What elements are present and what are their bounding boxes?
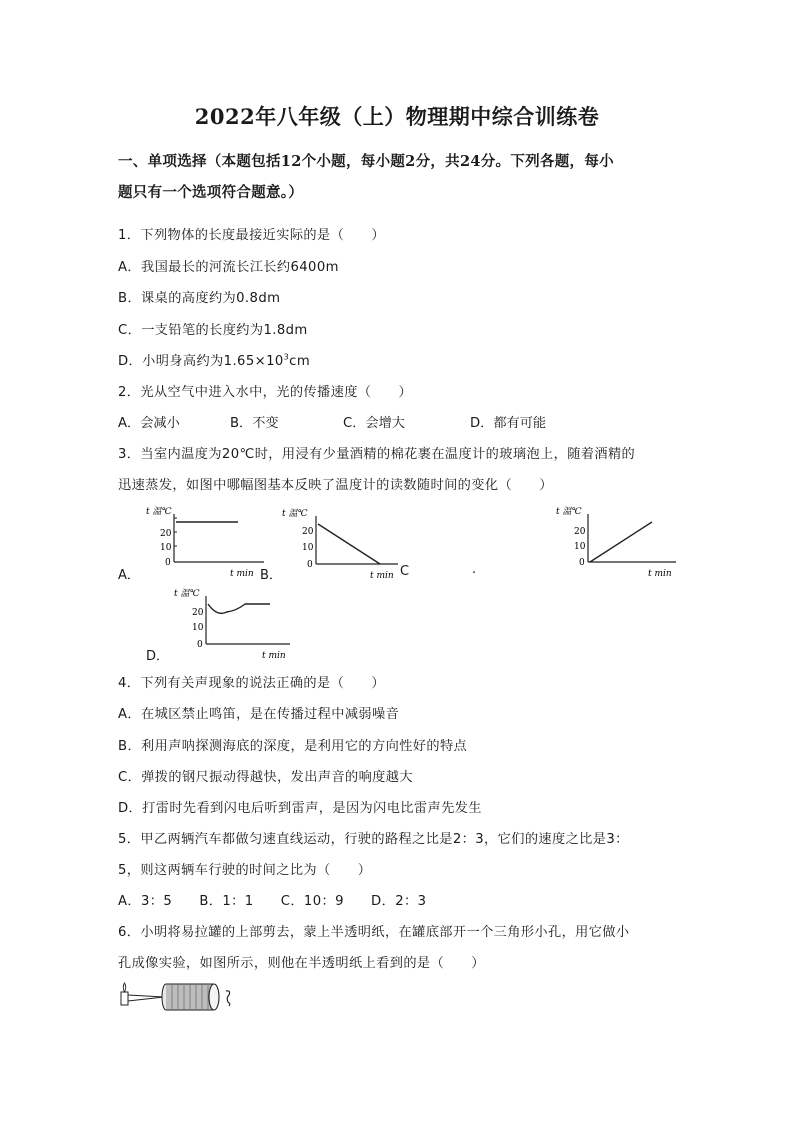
q1-option-d xyxy=(118,350,310,369)
graph-b-tick-10: 10 xyxy=(302,543,314,553)
q5-stem-line2: 5，则这两辆车行驶的时间之比为（ ） xyxy=(118,863,372,878)
q3-option-c-dot: . xyxy=(472,562,477,577)
graph-a-x-axis-label: t min xyxy=(230,569,254,579)
graph-b-y-axis-label: t 温℃ xyxy=(282,509,308,519)
q1-option-d-unit: cm xyxy=(289,354,311,369)
q3-option-c-label: C xyxy=(400,564,410,579)
q4-option-b: B．利用声呐探测海底的深度，是利用它的方向性好的特点 xyxy=(118,739,468,754)
q3-option-d-label: D． xyxy=(146,649,170,664)
q1-option-a: A．我国最长的河流长江长约6400m xyxy=(118,260,339,275)
q4-option-c: C．弹拨的钢尺振动得越快，发出声音的响度越大 xyxy=(118,770,413,785)
q1-option-b: B．课桌的高度约为0.8dm xyxy=(118,291,281,306)
page-title: 2022年八年级（上）物理期中综合训练卷 xyxy=(194,104,600,129)
q6-stem-line2: 孔成像实验，如图所示，则他在半透明纸上看到的是（ ） xyxy=(118,956,485,971)
q4-option-a: A．在城区禁止鸣笛，是在传播过程中减弱噪音 xyxy=(118,707,400,722)
graph-d-x-axis-label: t min xyxy=(262,651,286,661)
q2-option-b: B．不变 xyxy=(230,416,279,431)
pinhole-camera-illustration xyxy=(118,975,248,1027)
q4-option-d: D．打雷时先看到闪电后听到雷声，是因为闪电比雷声先发生 xyxy=(118,801,482,816)
q3-option-a-label: A． xyxy=(118,568,140,583)
graph-c-tick-0: 0 xyxy=(579,558,585,568)
q3-stem-line2: 迅速蒸发，如图中哪幅图基本反映了温度计的读数随时间的变化（ ） xyxy=(118,478,553,493)
q3-option-b-label: B． xyxy=(260,568,282,583)
q2-stem: 2．光从空气中进入水中，光的传播速度（ ） xyxy=(118,385,413,400)
section-1-heading-line1: 一、单项选择（本题包括12个小题，每小题2分，共24分。下列各题，每小 xyxy=(118,153,614,170)
graph-c-tick-10: 10 xyxy=(574,542,586,552)
graph-c-tick-20: 20 xyxy=(574,527,586,537)
q2-option-a: A．会减小 xyxy=(118,416,180,431)
section-1-heading-line2: 题只有一个选项符合题意。） xyxy=(118,184,304,201)
q5-options: A．3：5 B．1：1 C．10：9 D．2：3 xyxy=(118,894,427,909)
graph-b-x-axis-label: t min xyxy=(370,571,394,581)
graph-b-tick-0: 0 xyxy=(307,560,313,570)
q4-stem: 4．下列有关声现象的说法正确的是（ ） xyxy=(118,676,385,691)
q3-graph-d xyxy=(170,582,300,668)
q1-option-d-value: D．小明身高约为1.65×10 xyxy=(118,354,284,369)
graph-b-tick-20: 20 xyxy=(302,527,314,537)
graph-a-y-axis-label: t 温℃ xyxy=(146,507,172,517)
graph-c-y-axis-label: t 温℃ xyxy=(556,507,582,517)
q1-option-d-exponent: 3 xyxy=(283,352,290,362)
graph-d-curve xyxy=(208,604,270,613)
graph-a-tick-20: 20 xyxy=(160,529,172,539)
q2-option-d: D．都有可能 xyxy=(470,416,547,431)
q3-graph-c xyxy=(552,500,682,586)
graph-a-tick-10: 10 xyxy=(160,543,172,553)
q3-graph-a xyxy=(138,500,268,586)
graph-d-tick-20: 20 xyxy=(192,608,204,618)
graph-c-x-axis-label: t min xyxy=(648,569,672,579)
q6-stem-line1: 6．小明将易拉罐的上部剪去，蒙上半透明纸，在罐底部开一个三角形小孔，用它做小 xyxy=(118,925,630,940)
graph-a-tick-0: 0 xyxy=(165,558,171,568)
q1-stem: 1．下列物体的长度最接近实际的是（ ） xyxy=(118,228,385,243)
graph-c-curve xyxy=(590,522,652,562)
q3-graph-b xyxy=(280,502,410,588)
q3-stem-line1: 3．当室内温度为20℃时，用浸有少量酒精的棉花裹在温度计的玻璃泡上，随着酒精的 xyxy=(118,447,636,462)
graph-b-curve xyxy=(318,524,380,564)
graph-d-y-axis-label: t 温℃ xyxy=(174,589,200,599)
q1-option-c: C．一支铅笔的长度约为1.8dm xyxy=(118,323,308,338)
graph-d-tick-0: 0 xyxy=(197,640,203,650)
graph-d-tick-10: 10 xyxy=(192,623,204,633)
q2-option-c: C．会增大 xyxy=(343,416,405,431)
q5-stem-line1: 5．甲乙两辆汽车都做匀速直线运动，行驶的路程之比是2：3，它们的速度之比是3： xyxy=(118,832,629,847)
